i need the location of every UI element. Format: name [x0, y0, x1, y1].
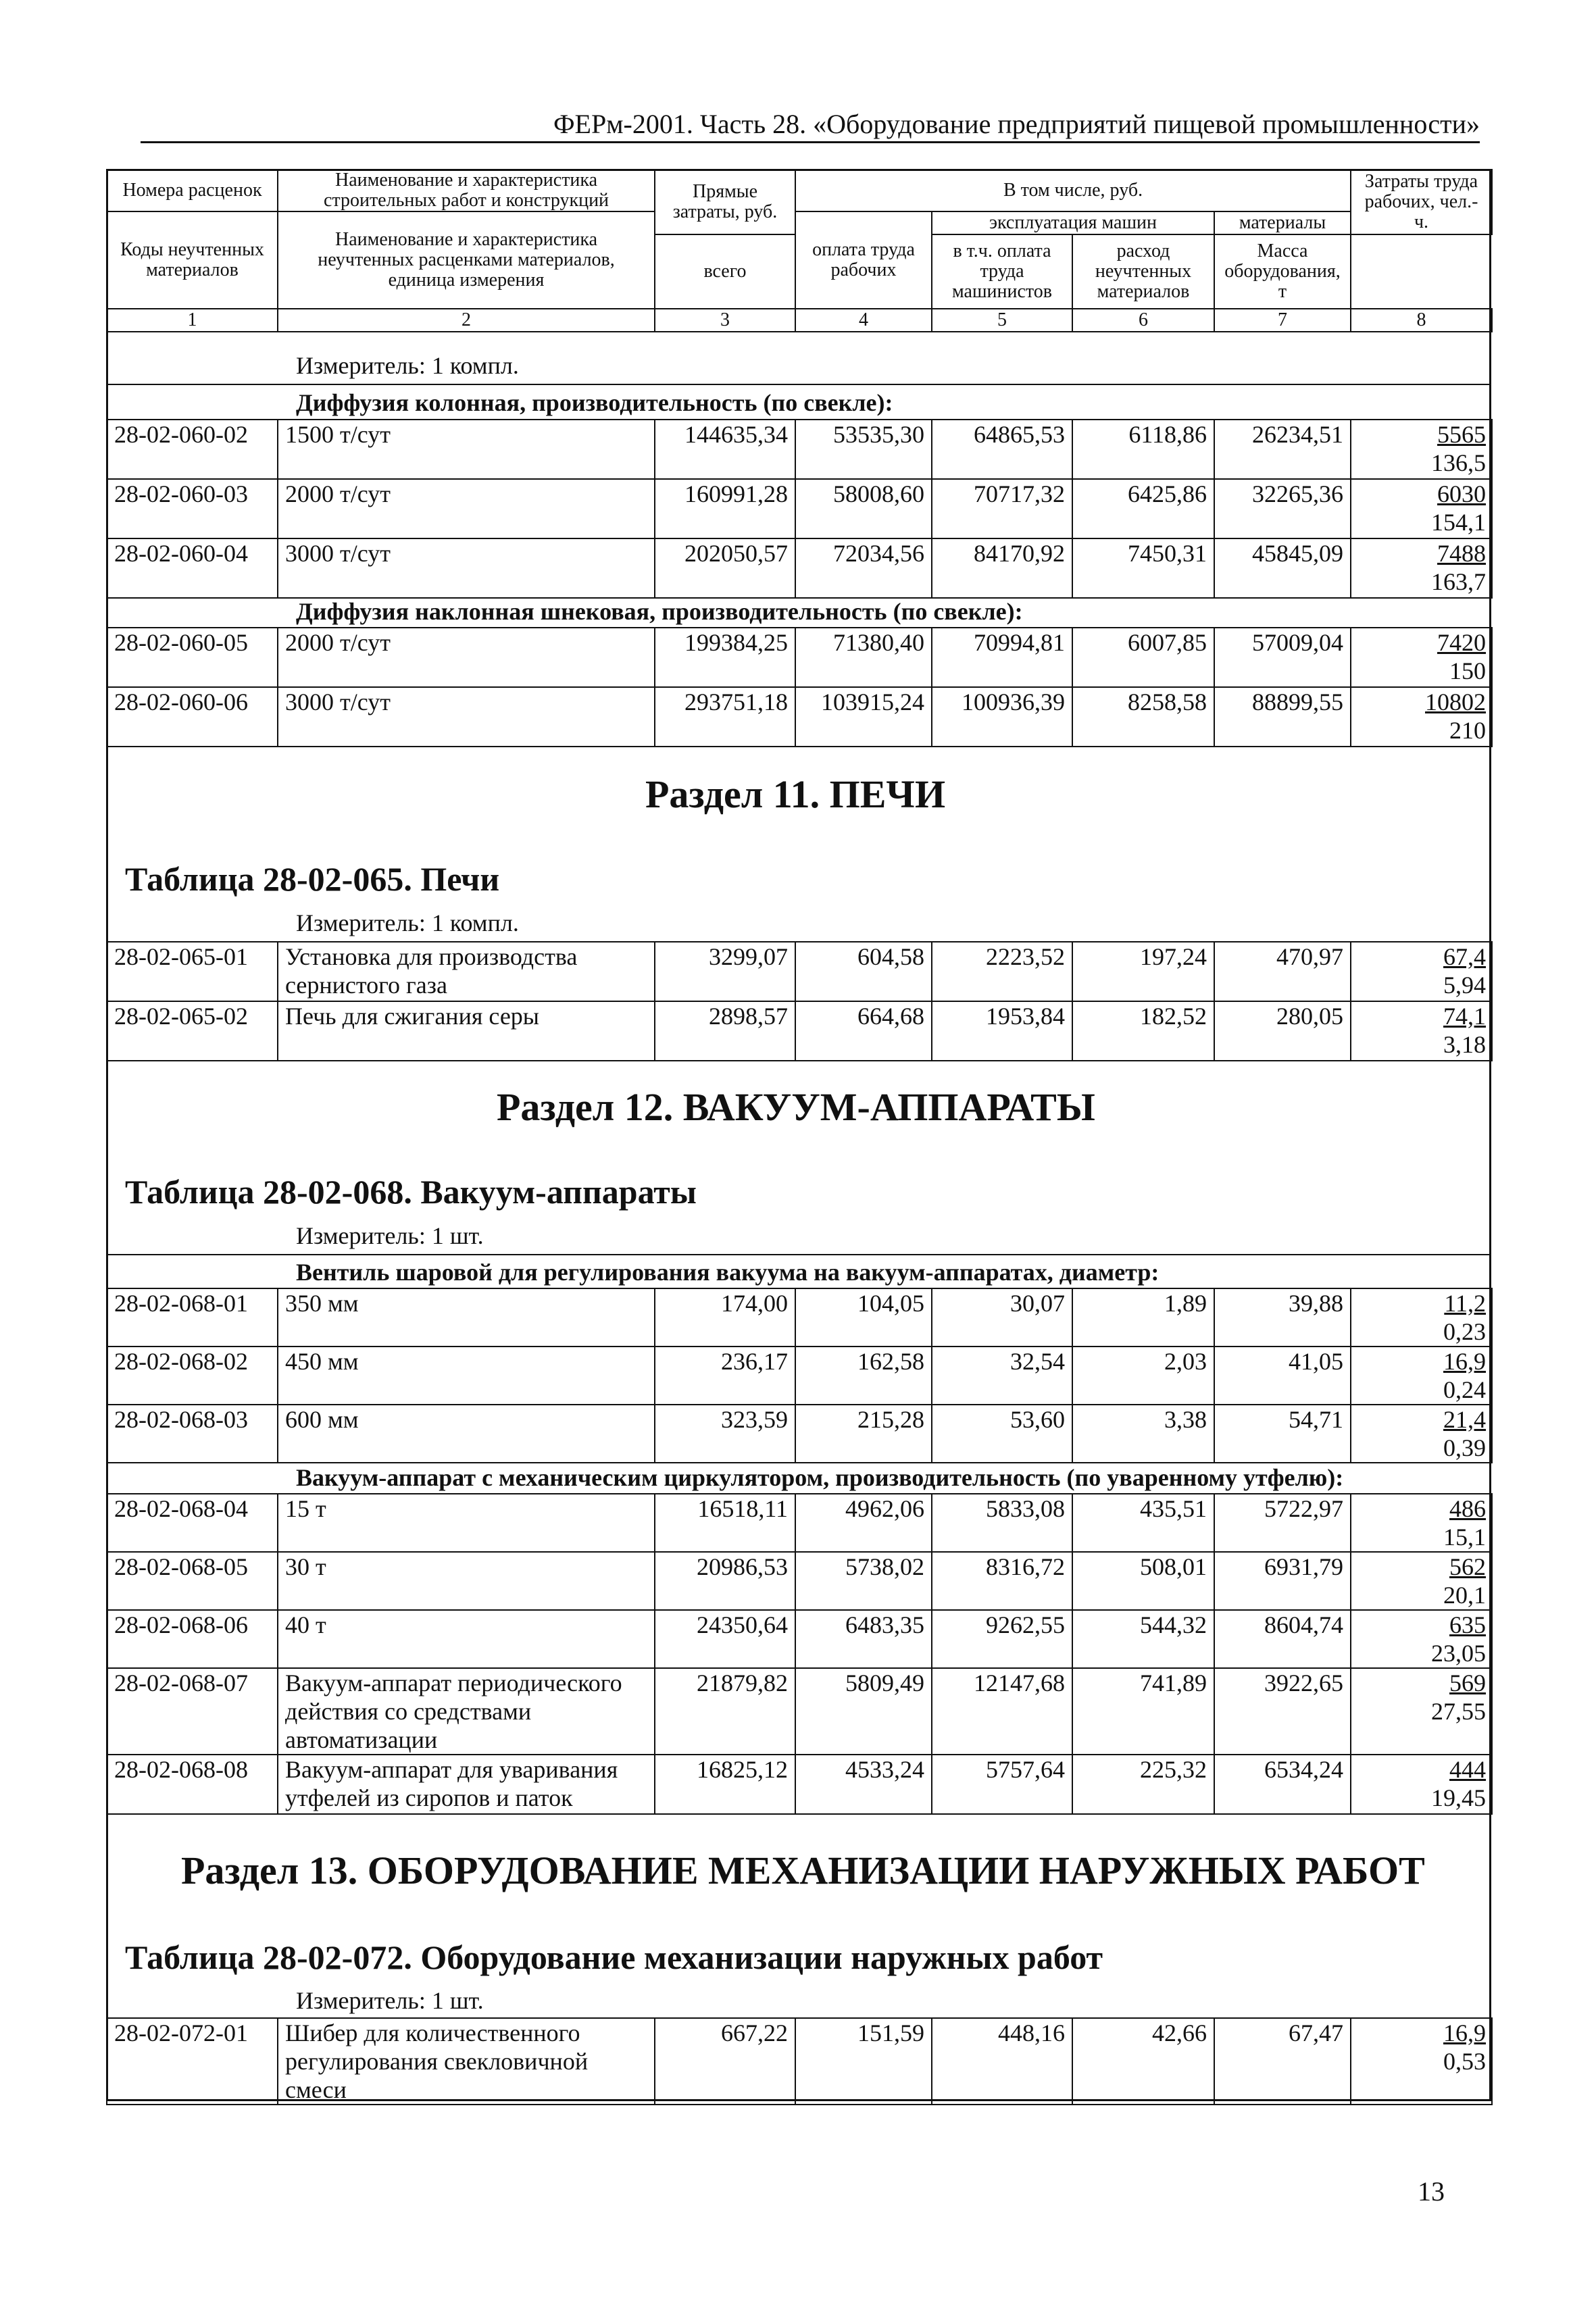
labor-value: 11,2 [1444, 1290, 1486, 1317]
mass-value: 150 [1449, 657, 1486, 684]
group-heading: Вакуум-аппарат с механическим циркулятором, производительность (по уваренному утфелю): [296, 1464, 1344, 1491]
rate-code: 28-02-068-02 [107, 1347, 278, 1405]
machines-total: 5833,08 [932, 1494, 1072, 1552]
col1-top-header: Номера расценок [107, 170, 278, 211]
col8-bottom-header: Масса оборудования, т [1214, 234, 1351, 309]
workers-pay: 162,58 [795, 1347, 932, 1405]
direct-costs: 174,00 [655, 1288, 795, 1347]
machines-total: 9262,55 [932, 1610, 1072, 1668]
labor-value: 569 [1449, 1669, 1486, 1696]
materials-cost: 67,47 [1214, 2018, 1351, 2105]
operators-pay: 182,52 [1072, 1001, 1214, 1061]
direct-costs: 2898,57 [655, 1001, 795, 1061]
materials-cost: 470,97 [1214, 942, 1351, 1001]
col-number: 5 [932, 309, 1072, 332]
materials-cost: 8604,74 [1214, 1610, 1351, 1668]
rates-table-072 [106, 2017, 1493, 2105]
workers-pay: 604,58 [795, 942, 932, 1001]
machines-total: 70717,32 [932, 479, 1072, 538]
labor-value: 444 [1449, 1756, 1486, 1783]
materials-cost: 88899,55 [1214, 687, 1351, 747]
mass-value: 0,24 [1443, 1376, 1486, 1403]
col5-header: всего [655, 234, 795, 309]
machines-total: 2223,52 [932, 942, 1072, 1001]
direct-costs: 16518,11 [655, 1494, 795, 1552]
direct-costs: 3299,07 [655, 942, 795, 1001]
mass-value: 136,5 [1431, 449, 1486, 476]
rate-name: 350 мм [278, 1288, 655, 1347]
col-number: 2 [278, 309, 655, 332]
direct-costs: 20986,53 [655, 1552, 795, 1610]
workers-pay: 151,59 [795, 2018, 932, 2105]
labor-mass [1351, 1405, 1492, 1463]
operators-pay: 6425,86 [1072, 479, 1214, 538]
operators-pay: 8258,58 [1072, 687, 1214, 747]
rate-code: 28-02-068-03 [107, 1405, 278, 1463]
table-row [107, 1552, 1492, 1610]
col4-header: оплата труда рабочих [795, 211, 932, 309]
rate-code: 28-02-072-01 [107, 2018, 278, 2105]
materials-cost: 57009,04 [1214, 628, 1351, 687]
mass-value: 163,7 [1431, 568, 1486, 595]
machines-total: 100936,39 [932, 687, 1072, 747]
section-title: Раздел 11. ПЕЧИ [645, 772, 946, 816]
materials-cost: 26234,51 [1214, 420, 1351, 479]
col-number: 7 [1214, 309, 1351, 332]
rate-code: 28-02-060-06 [107, 687, 278, 747]
machines-total: 8316,72 [932, 1552, 1072, 1610]
group-heading: Вентиль шаровой для регулирования вакуума на вакуум-аппаратах, диаметр: [296, 1259, 1159, 1286]
operators-pay: 7450,31 [1072, 538, 1214, 598]
labor-mass [1351, 1494, 1492, 1552]
direct-costs: 199384,25 [655, 628, 795, 687]
materials-cost: 32265,36 [1214, 479, 1351, 538]
header-rule [141, 141, 1480, 143]
machines-total: 84170,92 [932, 538, 1072, 598]
labor-mass [1351, 942, 1492, 1001]
workers-pay: 664,68 [795, 1001, 932, 1061]
materials-cost: 5722,97 [1214, 1494, 1351, 1552]
rate-name: Вакуум-аппарат периодического действия со средствами автоматизации [278, 1668, 655, 1755]
machines-header: эксплуатация машин [932, 211, 1214, 234]
operators-pay: 197,24 [1072, 942, 1214, 1001]
rates-table-068-b [106, 1493, 1493, 1815]
workers-pay: 4533,24 [795, 1755, 932, 1814]
col-number: 3 [655, 309, 795, 332]
mass-value: 27,55 [1431, 1698, 1486, 1725]
running-header: ФЕРм-2001. Часть 28. «Оборудование предприятий пищевой промышленности» [553, 109, 1480, 139]
materials-cost: 45845,09 [1214, 538, 1351, 598]
direct-costs: 667,22 [655, 2018, 795, 2105]
mass-value: 23,05 [1431, 1640, 1486, 1667]
labor-mass [1351, 687, 1492, 747]
rate-name: Шибер для количественного регулирования свекловичной смеси [278, 2018, 655, 2105]
workers-pay: 72034,56 [795, 538, 932, 598]
rate-name: 30 т [278, 1552, 655, 1610]
machines-total: 70994,81 [932, 628, 1072, 687]
workers-pay: 58008,60 [795, 479, 932, 538]
rate-name: 40 т [278, 1610, 655, 1668]
section-title: Раздел 12. ВАКУУМ-АППАРАТЫ [497, 1085, 1095, 1129]
direct-costs: 293751,18 [655, 687, 795, 747]
labor-value: 10802 [1425, 688, 1486, 715]
machines-total: 64865,53 [932, 420, 1072, 479]
col1-bottom-header: Коды неучтенных материалов [107, 211, 278, 309]
mass-value: 210 [1449, 717, 1486, 744]
rate-code: 28-02-068-04 [107, 1494, 278, 1552]
labor-value: 67,4 [1443, 943, 1486, 970]
mass-value: 0,39 [1443, 1434, 1486, 1461]
rate-name: 2000 т/сут [278, 479, 655, 538]
labor-value: 74,1 [1443, 1003, 1486, 1030]
col2-top-header: Наименование и характеристика строительных работ и конструкций [278, 170, 655, 211]
operators-pay: 2,03 [1072, 1347, 1214, 1405]
rate-name: 450 мм [278, 1347, 655, 1405]
workers-pay: 71380,40 [795, 628, 932, 687]
direct-costs: 160991,28 [655, 479, 795, 538]
operators-pay: 6007,85 [1072, 628, 1214, 687]
incl-header: В том числе, руб. [795, 170, 1351, 211]
materials-cost: 54,71 [1214, 1405, 1351, 1463]
rule [106, 1254, 1491, 1255]
rate-code: 28-02-068-01 [107, 1288, 278, 1347]
workers-pay: 5809,49 [795, 1668, 932, 1755]
mass-value: 19,45 [1431, 1784, 1486, 1811]
col7-header: расход неучтенных материалов [1072, 234, 1214, 309]
labor-value: 21,4 [1443, 1406, 1486, 1433]
table-row [107, 538, 1492, 598]
direct-costs: 144635,34 [655, 420, 795, 479]
table-row [107, 1405, 1492, 1463]
labor-value: 7488 [1437, 540, 1486, 567]
measure-label: Измеритель: 1 шт. [296, 1222, 484, 1249]
table-row [107, 942, 1492, 1001]
mass-value: 5,94 [1443, 972, 1486, 999]
measure-label: Измеритель: 1 компл. [296, 909, 519, 936]
col3-header: Прямые затраты, руб. [655, 170, 795, 234]
rate-name: 3000 т/сут [278, 538, 655, 598]
materials-cost: 6534,24 [1214, 1755, 1351, 1814]
rate-code: 28-02-068-08 [107, 1755, 278, 1814]
rate-code: 28-02-060-04 [107, 538, 278, 598]
group-heading: Диффузия наклонная шнековая, производительность (по свекле): [296, 598, 1023, 625]
labor-mass [1351, 1347, 1492, 1405]
labor-mass [1351, 1001, 1492, 1061]
mass-value: 154,1 [1431, 509, 1486, 536]
materials-cost: 3922,65 [1214, 1668, 1351, 1755]
materials-cost: 39,88 [1214, 1288, 1351, 1347]
rate-name: Вакуум-аппарат для уваривания утфелей из сиропов и паток [278, 1755, 655, 1814]
workers-pay: 103915,24 [795, 687, 932, 747]
labor-value: 562 [1449, 1553, 1486, 1580]
operators-pay: 544,32 [1072, 1610, 1214, 1668]
col-number: 6 [1072, 309, 1214, 332]
labor-value: 635 [1449, 1611, 1486, 1638]
labor-mass [1351, 1610, 1492, 1668]
rate-code: 28-02-068-07 [107, 1668, 278, 1755]
labor-mass [1351, 479, 1492, 538]
machines-total: 30,07 [932, 1288, 1072, 1347]
table-row [107, 420, 1492, 479]
operators-pay: 42,66 [1072, 2018, 1214, 2105]
table-row [107, 1001, 1492, 1061]
operators-pay: 435,51 [1072, 1494, 1214, 1552]
machines-total: 5757,64 [932, 1755, 1072, 1814]
rate-code: 28-02-060-02 [107, 420, 278, 479]
rate-name: 3000 т/сут [278, 687, 655, 747]
rate-name: Установка для производства сернистого газа [278, 942, 655, 1001]
labor-mass [1351, 2018, 1492, 2105]
materials-cost: 6931,79 [1214, 1552, 1351, 1610]
operators-pay: 6118,86 [1072, 420, 1214, 479]
labor-value: 6030 [1437, 480, 1486, 507]
mass-value: 3,18 [1443, 1031, 1486, 1058]
measure-label: Измеритель: 1 шт. [296, 1987, 484, 2014]
workers-pay: 215,28 [795, 1405, 932, 1463]
operators-pay: 3,38 [1072, 1405, 1214, 1463]
rate-code: 28-02-060-05 [107, 628, 278, 687]
rate-code: 28-02-065-02 [107, 1001, 278, 1061]
mass-value: 15,1 [1443, 1524, 1486, 1551]
direct-costs: 323,59 [655, 1405, 795, 1463]
labor-mass [1351, 1288, 1492, 1347]
rule [106, 384, 1491, 385]
rate-name: 2000 т/сут [278, 628, 655, 687]
rate-code: 28-02-068-06 [107, 1610, 278, 1668]
labor-value: 7420 [1437, 629, 1486, 656]
labor-mass [1351, 420, 1492, 479]
mass-value: 0,53 [1443, 2048, 1486, 2075]
col6-header: в т.ч. оплата труда машинистов [932, 234, 1072, 309]
materials-header: материалы [1214, 211, 1351, 234]
direct-costs: 21879,82 [655, 1668, 795, 1755]
mass-value: 0,23 [1443, 1318, 1486, 1345]
labor-mass [1351, 1552, 1492, 1610]
direct-costs: 236,17 [655, 1347, 795, 1405]
machines-total: 448,16 [932, 2018, 1072, 2105]
col8-top-header: Затраты труда рабочих, чел.-ч. [1351, 170, 1492, 234]
labor-mass [1351, 538, 1492, 598]
table-row [107, 2018, 1492, 2105]
labor-value: 16,9 [1443, 2019, 1486, 2046]
workers-pay: 53535,30 [795, 420, 932, 479]
workers-pay: 6483,35 [795, 1610, 932, 1668]
rate-name: Печь для сжигания серы [278, 1001, 655, 1061]
table-row [107, 1668, 1492, 1755]
rate-code: 28-02-068-05 [107, 1552, 278, 1610]
machines-total: 32,54 [932, 1347, 1072, 1405]
table-title: Таблица 28-02-072. Оборудование механизации наружных работ [125, 1938, 1103, 1976]
rates-table-060-b [106, 627, 1493, 747]
table-row [107, 1288, 1492, 1347]
operators-pay: 741,89 [1072, 1668, 1214, 1755]
table-title: Таблица 28-02-068. Вакуум-аппараты [125, 1173, 697, 1211]
rate-code: 28-02-065-01 [107, 942, 278, 1001]
workers-pay: 104,05 [795, 1288, 932, 1347]
mass-value: 20,1 [1443, 1582, 1486, 1609]
direct-costs: 16825,12 [655, 1755, 795, 1814]
labor-mass [1351, 1755, 1492, 1814]
operators-pay: 225,32 [1072, 1755, 1214, 1814]
materials-cost: 280,05 [1214, 1001, 1351, 1061]
rate-name: 15 т [278, 1494, 655, 1552]
operators-pay: 1,89 [1072, 1288, 1214, 1347]
table-row [107, 1494, 1492, 1552]
workers-pay: 4962,06 [795, 1494, 932, 1552]
rates-table-065 [106, 941, 1493, 1061]
rates-table-068-a [106, 1288, 1493, 1463]
group-heading: Диффузия колонная, производительность (по свекле): [296, 389, 893, 416]
col-number: 4 [795, 309, 932, 332]
col-number: 8 [1351, 309, 1492, 332]
labor-mass [1351, 1668, 1492, 1755]
rate-code: 28-02-060-03 [107, 479, 278, 538]
machines-total: 12147,68 [932, 1668, 1072, 1755]
table-row [107, 1755, 1492, 1814]
labor-value: 16,9 [1443, 1348, 1486, 1375]
operators-pay: 508,01 [1072, 1552, 1214, 1610]
page-number: 13 [1418, 2176, 1445, 2207]
col2-bottom-header: Наименование и характеристика неучтенных расценками материалов, единица измерения [278, 211, 655, 309]
col-number: 1 [107, 309, 278, 332]
direct-costs: 202050,57 [655, 538, 795, 598]
machines-total: 53,60 [932, 1405, 1072, 1463]
section-title: Раздел 13. ОБОРУДОВАНИЕ МЕХАНИЗАЦИИ НАРУЖНЫХ РАБОТ [181, 1848, 1425, 1892]
measure-label: Измеритель: 1 компл. [296, 352, 519, 379]
direct-costs: 24350,64 [655, 1610, 795, 1668]
table-row [107, 479, 1492, 538]
table-row [107, 1347, 1492, 1405]
labor-value: 5565 [1437, 421, 1486, 448]
table-title: Таблица 28-02-065. Печи [125, 860, 500, 898]
table-row [107, 1610, 1492, 1668]
materials-cost: 41,05 [1214, 1347, 1351, 1405]
table-row [107, 628, 1492, 687]
table-row [107, 687, 1492, 747]
rate-name: 600 мм [278, 1405, 655, 1463]
workers-pay: 5738,02 [795, 1552, 932, 1610]
labor-value: 486 [1449, 1495, 1486, 1522]
rates-table-060-a [106, 419, 1493, 599]
labor-mass [1351, 628, 1492, 687]
machines-total: 1953,84 [932, 1001, 1072, 1061]
rate-name: 1500 т/сут [278, 420, 655, 479]
column-header-table [106, 169, 1493, 332]
